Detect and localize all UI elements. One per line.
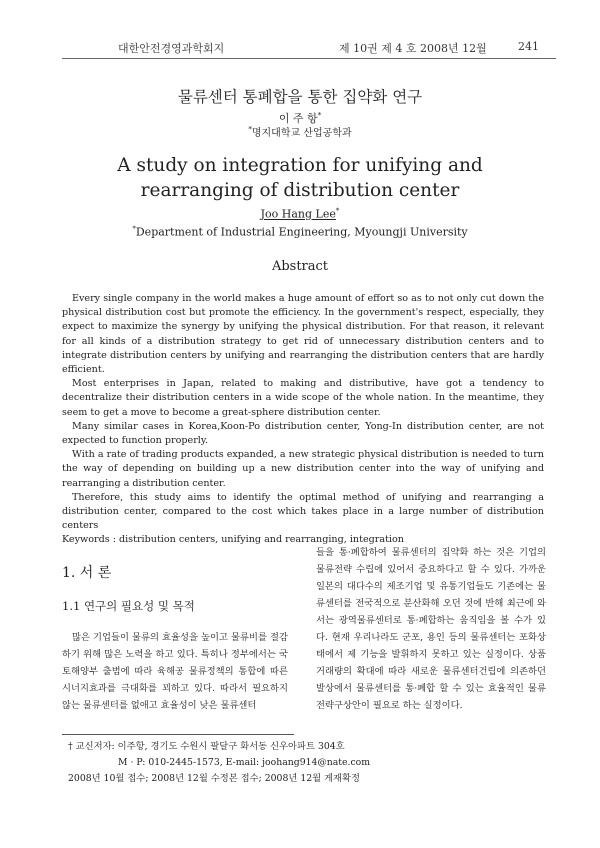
footnote-rule [62,734,294,735]
abstract-paragraph: With a rate of trading products expanded, a new strategic physical distribution is needed to turn the way of depending on building up a new distribution center into the way of unifying and rearranging a distribution center. [62,449,544,489]
body-paragraph: 들을 통·폐합하여 물류센터의 집약화 하는 것은 기업의 물류전략 수립에 있어서 중요하다고 할 수 있다. 가까운 일본의 대다수의 제조기업 및 유통기업들도 기존에는 물류센터를 전국적으로 분산화해 오던 것에 반해 최근에 와서는 광역물류센터로 통·폐합하는 움직임을 볼 수가 있다. 현재 우리나라도 군포, 용인 등의 물류센터는 포화상태에서 제 기능을 발휘하지 못하고 있는 실정이다. 상품거래량의 확대에 따라 새로운 물류센터건립에 의존하던 발상에서 물류센터를 통·폐합 할 수 있는 효율적인 물류전략구상안이 필요로 하는 실정이다. [316,547,546,711]
title-korean: 물류센터 통폐합을 통한 집약화 연구 [177,88,423,106]
footnote-corresponding: † 교신저자: 이주항, 경기도 수원시 팔달구 화서동 신우아파트 304호 [68,741,345,752]
volume-info: 제 10권 제 4 호 2008년 12월 [339,42,487,55]
abstract-paragraph: Therefore, this study aims to identify the optimal method of unifying and rearranging a distribution center, compared to the cost which takes place in a large number of distribution centers [62,491,544,532]
affiliation-english: *Department of Industrial Engineering, Myoungji University [132,225,468,239]
header-rule [62,58,556,59]
title-english: A study on integration for unifying and rearranging of distribution center [117,155,483,201]
author-korean: 이 주 항* [278,111,322,125]
abstract-paragraph: Every single company in the world makes a huge amount of effort so as to not only cut down the physical distribution cost but promote the efficiency. In the government's respect, especially, they expect to maximize the synergy by unifying the physical distribution. For that reason, it relevant for all kinds of a distribution strategy to get rid of unnecessary distribution centers and to integrate distribution centers by unifying and rearranging the distribution centers that are hardly efficient. [62,293,544,376]
body-paragraph: 많은 기업들이 물류의 효율성을 높이고 물류비를 절감하기 위해 많은 노력을 하고 있다. 특히나 정부에서는 국토해양부 출범에 따라 육해공 물류정책의 통합에 따른 시너지효과를 극대화를 꾀하고 있다. 따라서 필요하지 않는 물류센터를 없애고 효율성이 낮은 물류센터 [62,632,288,711]
abstract-paragraph: Most enterprises in Japan, related to making and distributive, have got a tendency to decentralize their distribution centers in a wide scope of the whole nation. In the meantime, they seem to get a move to become a great-sphere distribution center. [62,378,544,418]
author-english: Joo Hang Lee* [260,207,340,221]
abstract-body [62,292,544,548]
abstract-heading: Abstract [271,259,329,274]
footnote-contact: M · P: 010-2445-1573, E-mail: joohang914@nate.com [118,757,371,768]
footnote-dates: 2008년 10월 접수; 2008년 12월 수정본 접수; 2008년 12월 게재확정 [68,773,361,784]
body-column-right [316,544,546,714]
section-heading: 1. 서 론 [62,565,112,581]
page-number: 241 [518,40,539,53]
keywords: Keywords : distribution centers, unifying and rearranging, integration [62,534,404,546]
journal-name: 대한안전경영과학회지 [118,42,225,55]
body-column-left [62,629,288,714]
affiliation-korean: *명지대학교 산업공학과 [248,125,352,139]
subsection-heading: 1.1 연구의 필요성 및 목적 [62,599,195,613]
abstract-paragraph: Many similar cases in Korea,Koon-Po distribution center, Yong-In distribution center, are not expected to function properly. [62,420,544,447]
